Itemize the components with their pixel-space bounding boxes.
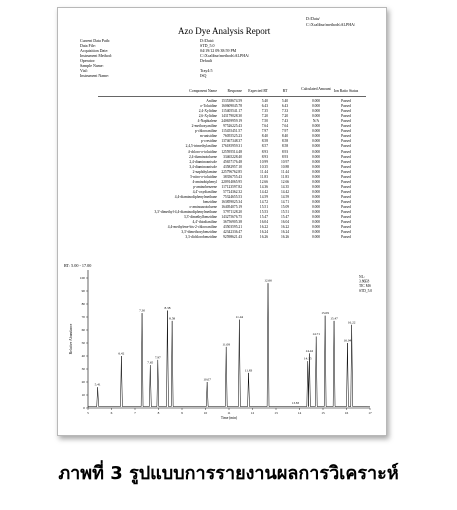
table-cell: 5.40 — [261, 99, 268, 103]
y-tick-label: 30 — [81, 367, 85, 372]
table-cell: 15.09 — [280, 205, 290, 210]
table-cell: 16.24 — [259, 230, 268, 235]
table-cell: Passed — [341, 205, 351, 210]
table-cell: 115455451.57 — [221, 129, 242, 134]
x-tick-label: 6 — [110, 411, 113, 415]
table-cell: 0.000 — [311, 184, 321, 189]
table-cell: 117123597.82 — [221, 184, 242, 189]
table-cell: 15.51 — [259, 205, 268, 210]
table-cell: 6.43 — [281, 104, 289, 109]
table-cell: Passed — [341, 215, 351, 220]
table-cell: 92598621.43 — [223, 235, 242, 240]
table-cell: Passed — [341, 230, 351, 235]
table-cell: Passed — [341, 189, 351, 194]
table-cell: 5-nitro-o-toluidine — [190, 174, 217, 179]
table-cell: Passed — [341, 225, 351, 230]
table-cell: 0.000 — [311, 179, 321, 184]
table-cell: 0.000 — [311, 189, 321, 194]
table-cell: 0.000 — [311, 205, 321, 210]
table-cell: 7.64 — [281, 124, 289, 129]
chart-side-text: 3.86E8 — [359, 279, 370, 284]
table-cell: 0.000 — [311, 144, 321, 149]
table-cell: 8.58 — [281, 139, 289, 144]
peak-label: 16.04 — [343, 338, 352, 343]
info-value: ISQ — [200, 73, 207, 78]
table-cell: 11.83 — [281, 174, 289, 179]
table-cell: 0.000 — [311, 104, 321, 109]
table-cell: Passed — [341, 159, 351, 164]
table-cell: 7.64 — [261, 124, 268, 129]
table-cell: 97526225.43 — [223, 124, 242, 129]
table-cell: 15.51 — [280, 210, 290, 215]
table-cell: 7.43 — [281, 119, 289, 124]
table-cell: 8.57 — [261, 144, 268, 149]
peak-label: 14.71 — [312, 332, 321, 336]
table-cell: Passed — [341, 164, 351, 169]
info-value: C:\Xcalibur\methods\ALPHA\ — [200, 53, 250, 58]
table-cell: 7.20 — [281, 114, 289, 119]
y-tick-label: 50 — [81, 341, 85, 346]
table-cell: 2,4,5-trimethylaniline — [185, 144, 217, 149]
x-tick-label: 9 — [181, 411, 183, 415]
y-tick-label: 40 — [81, 354, 85, 359]
y-tick-label: 60 — [81, 328, 85, 333]
x-tick-label: 17 — [368, 411, 372, 415]
table-cell: 15.47 — [280, 215, 290, 220]
info-value: D:\Data\ — [200, 38, 214, 43]
table-cell: 163859025.34 — [221, 200, 242, 204]
table-cell: o-aminoazotoluene — [189, 205, 217, 210]
peak-label: 5.41 — [94, 382, 101, 387]
peak-label: 7.97 — [154, 355, 161, 360]
table-cell: 5.40 — [281, 99, 289, 103]
table-cell: Passed — [341, 129, 351, 134]
table-cell: Passed — [341, 119, 351, 124]
table-cell: 0.000 — [311, 194, 321, 199]
header-method-path: C:\Xcalibur\methods\ALPHA\ — [306, 22, 356, 27]
x-tick-label: 14 — [297, 411, 302, 415]
table-cell: 0.000 — [311, 225, 321, 230]
table-cell: 15.47 — [259, 215, 268, 220]
table-cell: 4-aminobiphenyl — [192, 179, 217, 184]
table-cell: 33465228.40 — [223, 154, 242, 159]
table-cell: 14.42 — [259, 189, 268, 194]
table-header: Ion Ratio Status — [333, 89, 359, 93]
table-cell: 2-naphthylamine — [192, 169, 217, 174]
info-label: Vial: — [80, 68, 88, 73]
info-value: 04/19/12 09:38:59 PM — [200, 48, 237, 53]
table-cell: 10.35 — [259, 164, 268, 169]
table-cell: Passed — [341, 235, 351, 240]
table-header-rule — [98, 96, 366, 97]
peak-label: 15.47 — [330, 316, 338, 321]
table-cell: 57971128.20 — [223, 210, 242, 215]
x-tick-label: 16 — [344, 411, 349, 415]
table-cell: 8.58 — [261, 139, 268, 144]
table-header: Response — [227, 89, 242, 93]
table-cell: 11.44 — [281, 169, 289, 174]
table-cell: 7.33 — [281, 109, 289, 114]
table-cell: 0.000 — [311, 139, 321, 144]
table-cell: 176185959.31 — [221, 144, 242, 149]
table-cell: 12.66 — [259, 179, 268, 184]
x-tick-label: 13 — [274, 411, 278, 415]
x-tick-label: 5 — [87, 411, 89, 415]
peak-label: 7.30 — [139, 308, 146, 313]
table-cell: 164054075.19 — [221, 205, 242, 210]
table-cell: 3,3-dichlorobenzidine — [185, 235, 217, 240]
info-label: Sample Name: — [80, 63, 104, 68]
table-cell: Passed — [341, 220, 351, 225]
table-cell: Passed — [341, 134, 351, 139]
chromatogram — [58, 260, 386, 420]
table-cell: 7.97 — [261, 129, 268, 134]
table-cell: 3,3'-dimethylbenzidine — [183, 215, 217, 220]
peak-label: 8.38 — [164, 306, 171, 310]
table-cell: 8.93 — [281, 154, 289, 159]
table-cell: 14.71 — [280, 200, 290, 204]
table-cell: Passed — [341, 104, 351, 109]
table-cell: 16.22 — [280, 225, 290, 230]
table-cell: 7.97 — [281, 129, 289, 134]
info-value: Default — [200, 58, 212, 63]
table-cell: 225796762.85 — [221, 169, 242, 174]
peak-label: 7.65 — [147, 360, 154, 365]
y-tick-label: 80 — [81, 302, 85, 307]
table-cell: 0.000 — [311, 210, 321, 215]
table-cell: 0.000 — [311, 159, 321, 164]
chart-title: RT: 5.00 - 17.00 — [64, 263, 92, 268]
table-cell: 16.22 — [259, 225, 268, 230]
table-cell: 0.000 — [311, 200, 321, 204]
table-cell: 2,4-Xylidine — [198, 109, 217, 114]
y-tick-label: 70 — [81, 315, 85, 320]
table-header: Component Name — [189, 89, 217, 93]
table-cell: 143179028.30 — [221, 114, 242, 119]
info-label: Acquisition Date: — [80, 48, 109, 53]
table-cell: o-Toluidine — [200, 104, 217, 109]
table-cell: 11.44 — [260, 169, 268, 174]
table-cell: benzidine — [203, 200, 217, 204]
table-cell: 143275676.75 — [221, 215, 242, 220]
table-cell: 14.72 — [259, 200, 268, 204]
table-cell: 45657176.48 — [223, 159, 242, 164]
peak-label: 14.42 — [305, 348, 314, 353]
x-tick-label: 15 — [321, 411, 325, 415]
y-axis-label: Relative Abundance — [69, 323, 73, 355]
peak-label: 11.83 — [244, 368, 253, 373]
table-cell: 57724362.32 — [223, 189, 242, 194]
table-cell: 4,4'-thiodianiline — [192, 220, 217, 225]
info-label: Data File: — [80, 43, 96, 48]
table-cell: 0.000 — [311, 230, 321, 235]
info-value: STD_5.0 — [200, 43, 215, 48]
y-tick-label: 10 — [81, 393, 85, 398]
peak-label: 6.42 — [118, 351, 125, 356]
table-cell: 42342336.47 — [223, 230, 242, 235]
table-cell: Passed — [341, 124, 351, 129]
table-cell: 10.88 — [280, 164, 290, 169]
table-cell: 14.59 — [259, 194, 268, 199]
table-cell: 15.53 — [259, 210, 268, 215]
table-cell: 2,6-Xylidine — [198, 114, 217, 119]
y-tick-label: 100 — [79, 276, 85, 281]
header-data-path: D:/Data/ — [306, 16, 320, 21]
table-cell: N/A — [312, 119, 320, 124]
table-cell: 8.40 — [261, 134, 268, 139]
peak-label: 10.07 — [203, 377, 211, 382]
table-cell: 36756905.38 — [223, 220, 242, 225]
table-cell: Passed — [341, 144, 351, 149]
table-cell: 4,4'-oxydianiline — [192, 189, 217, 194]
figure-caption: ภาพที่ 3 รูปแบบการรายงานผลการวิเคราะห์ — [58, 463, 399, 484]
y-tick-label: 0 — [83, 406, 85, 411]
table-cell: Passed — [341, 169, 351, 174]
table-cell: 0.000 — [311, 174, 321, 179]
report-page — [57, 7, 387, 436]
table-cell: 43582957.10 — [223, 164, 242, 169]
y-tick-label: 20 — [81, 380, 85, 385]
table-cell: 0.000 — [311, 129, 321, 134]
chart-side-text: TIC MS — [359, 284, 371, 289]
table-cell: 0.000 — [311, 99, 321, 103]
chart-side-text: NL: — [359, 275, 365, 279]
table-cell: 8.93 — [261, 154, 268, 159]
report-title: Azo Dye Analysis Report — [178, 26, 271, 36]
peak-label: 15.09 — [321, 311, 329, 316]
table-cell: 16.26 — [259, 235, 268, 240]
table-cell: 115405541.17 — [221, 109, 242, 114]
peak-label: 16.22 — [347, 320, 356, 325]
table-cell: 11.83 — [260, 174, 268, 179]
table-cell: 7.35 — [261, 109, 268, 114]
table-cell: m-anisidine — [200, 134, 217, 139]
table-cell: p-aminobenzene — [193, 184, 217, 189]
table-cell: 153538674.59 — [221, 99, 242, 103]
table-cell: Passed — [341, 149, 351, 154]
x-axis-label: Time (min) — [220, 416, 238, 420]
table-cell: Passed — [341, 194, 351, 199]
info-label: Operator: — [80, 58, 96, 63]
table-cell: 0.000 — [311, 215, 321, 220]
table-cell: Passed — [341, 99, 351, 103]
table-cell: 16.04 — [280, 220, 290, 225]
x-tick-label: 7 — [134, 411, 136, 415]
table-cell: 14.59 — [280, 194, 290, 199]
table-cell: Passed — [341, 114, 351, 119]
info-label: Instrument Name: — [80, 73, 109, 78]
table-cell: 8.40 — [281, 134, 289, 139]
peak-label: 11.08 — [222, 342, 230, 347]
table-cell: Passed — [341, 174, 351, 179]
table-cell: 8.93 — [281, 149, 289, 154]
table-cell: 38356755.43 — [223, 174, 242, 179]
table-cell: 4,4-diaminodiphenylmethane — [174, 194, 217, 199]
table-header: RT — [282, 89, 288, 93]
table-cell: 14.35 — [280, 184, 290, 189]
table-cell: 10.99 — [259, 159, 268, 164]
table-cell: 137467348.37 — [221, 139, 242, 144]
table-cell: 4,4-methylene-bis-2-chloroaniline — [167, 225, 217, 230]
info-label: Current Data Path: — [80, 38, 110, 43]
table-header: Expected RT — [248, 89, 268, 93]
table-cell: 125595514.48 — [221, 149, 242, 154]
table-header: Calculated Amount — [301, 87, 331, 91]
table-cell: 0.000 — [311, 134, 321, 139]
x-tick-label: 8 — [157, 411, 160, 415]
table-cell: 76055525.23 — [223, 134, 242, 139]
table-cell: 14.36 — [259, 184, 268, 189]
table-cell: 0.000 — [311, 149, 321, 154]
table-cell: 43503595.21 — [223, 225, 242, 230]
table-cell: 14.42 — [280, 189, 290, 194]
table-cell: 7.20 — [261, 114, 268, 119]
table-cell: 12.66 — [280, 179, 290, 184]
table-cell: 75324655.53 — [223, 194, 242, 199]
table-cell: 16.04 — [259, 220, 268, 225]
table-cell: 0.000 — [311, 124, 321, 129]
info-label: Instrument Method: — [80, 53, 112, 58]
peak-label: 12.66 — [264, 278, 272, 283]
table-cell: 4-Naphtalene — [197, 119, 217, 124]
x-tick-label: 12 — [250, 411, 255, 415]
table-cell: 16.24 — [280, 230, 290, 235]
table-cell: Passed — [341, 200, 351, 204]
chart-side-text: STD_5.0 — [359, 288, 373, 293]
peak-label: 14.35 — [303, 356, 312, 361]
table-cell: 0.000 — [311, 235, 321, 240]
table-cell: 0.000 — [311, 164, 321, 169]
table-cell: p-cresidine — [201, 139, 217, 144]
peak-label: 8.58 — [169, 316, 176, 321]
table-cell: Passed — [341, 109, 351, 114]
table-cell: 160609045.78 — [221, 104, 242, 109]
table-cell: 8.93 — [261, 149, 268, 154]
table-cell: Passed — [341, 184, 351, 189]
table-cell: 2,4-diaminoanisole — [189, 159, 217, 164]
table-cell: 6.43 — [261, 104, 268, 109]
table-cell: p-chloroaniline — [195, 129, 217, 134]
table-cell: 0.000 — [311, 114, 321, 119]
table-cell: 4-chloro-o-toluidine — [187, 149, 217, 154]
table-cell: Passed — [341, 179, 351, 184]
table-cell: 0.000 — [311, 169, 321, 174]
info-value: Tray4:5 — [200, 68, 213, 73]
table-cell: 2,4-diaminotoluene — [188, 154, 217, 159]
table-cell: 10.97 — [280, 159, 290, 164]
table-cell: 7.50 — [261, 119, 268, 124]
table-cell: 0.000 — [311, 220, 321, 225]
peak-label: 13.83 — [291, 401, 300, 405]
table-cell: 0.000 — [311, 154, 321, 159]
table-cell: 16.26 — [280, 235, 290, 240]
table-cell: 220914065.95 — [221, 179, 242, 184]
table-cell: 0.000 — [311, 109, 321, 114]
y-tick-label: 90 — [81, 289, 85, 294]
x-tick-label: 10 — [203, 411, 208, 415]
table-cell: 3,4-diaminoanisole — [189, 164, 217, 169]
table-cell: Passed — [341, 210, 351, 215]
table-cell: 3,3'-dimethyl-4,4-diaminodiphenylmethane — [154, 210, 217, 215]
peak-label: 11.44 — [235, 315, 244, 320]
table-cell: 2-methoxyaniline — [191, 124, 217, 129]
table-cell: 3,3'-dimethoxybenzidine — [181, 230, 217, 235]
table-cell: 8.58 — [281, 144, 289, 149]
table-cell: Passed — [341, 139, 351, 144]
table-cell: Aniline — [206, 99, 217, 103]
table-cell: 240659959.19 — [221, 119, 242, 124]
table-cell: Passed — [341, 154, 351, 159]
x-tick-label: 11 — [227, 411, 231, 415]
